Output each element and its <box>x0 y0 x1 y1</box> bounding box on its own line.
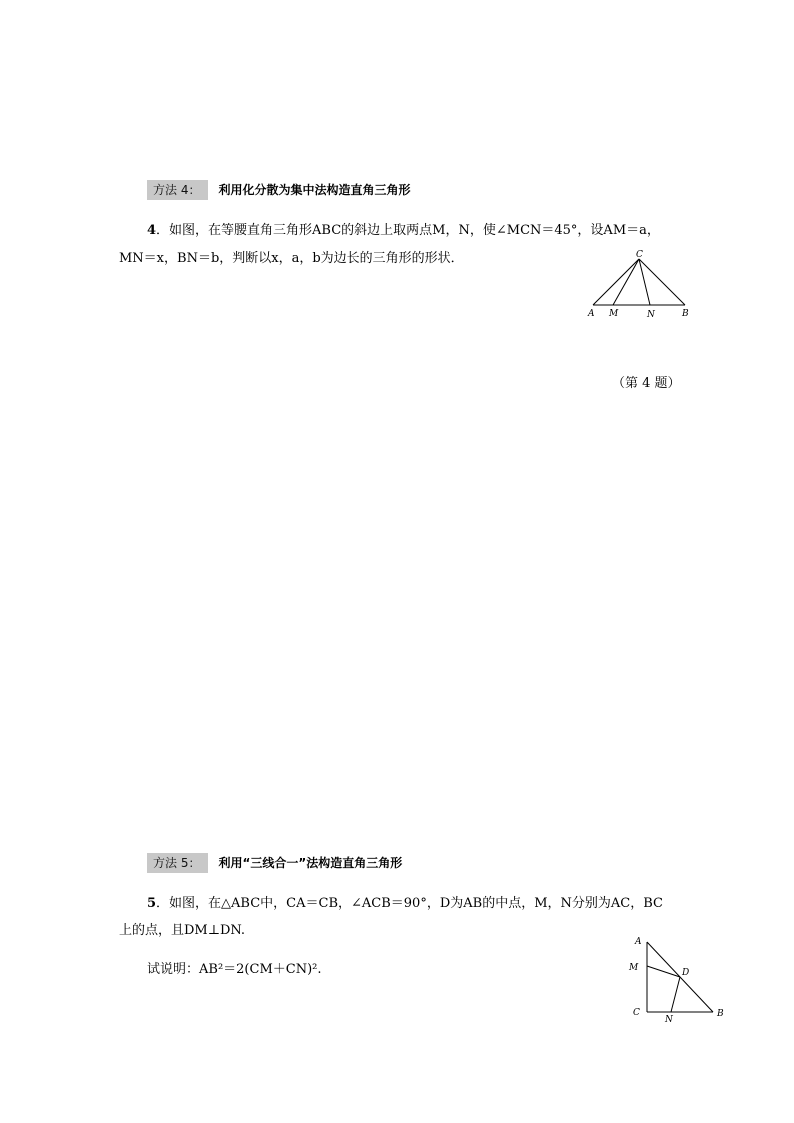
method-tag: 方法 5： <box>147 853 208 873</box>
problem-number: 4 <box>147 223 157 238</box>
label-a: A <box>635 937 642 947</box>
segment-ac <box>593 259 639 305</box>
label-b: B <box>682 309 689 319</box>
method-tag: 方法 4： <box>147 180 208 200</box>
figure-4-diagram <box>584 246 694 322</box>
problem-4-line-2: MN＝x，BN＝b，判断以x，a，b为边长的三角形的形状． <box>119 251 464 266</box>
problem-5-line-2: 上的点，且DM⊥DN. <box>119 923 246 938</box>
method-title: 利用“三线合一”法构造直角三角形 <box>218 856 403 870</box>
section-5-heading <box>147 853 402 873</box>
segment-bc <box>639 259 685 305</box>
problem-number: 5 <box>147 896 157 911</box>
figure-5-diagram <box>624 930 734 1026</box>
label-n: N <box>647 310 655 320</box>
segment-dn <box>671 977 680 1012</box>
label-b: B <box>717 1009 724 1019</box>
label-n: N <box>665 1015 673 1025</box>
section-4-heading <box>147 180 410 200</box>
label-m: M <box>629 963 639 973</box>
label-m: M <box>609 309 619 319</box>
problem-text: ．如图，在△ABC中，CA＝CB，∠ACB＝90°，D为AB的中点，M，N分别为AC，BC <box>156 896 663 911</box>
problem-4-line-1 <box>147 217 660 245</box>
segment-cm <box>613 259 639 305</box>
label-a: A <box>588 309 595 319</box>
problem-5-line-3: 试说明：AB²＝2(CM＋CN)². <box>147 962 322 977</box>
figure-4-caption: （第 4 题） <box>612 376 681 391</box>
method-title: 利用化分散为集中法构造直角三角形 <box>218 183 411 197</box>
problem-5-line-1 <box>147 890 663 918</box>
label-d: D <box>682 968 690 978</box>
label-c: C <box>636 250 643 260</box>
segment-cn <box>639 259 650 305</box>
label-c: C <box>633 1008 640 1018</box>
problem-text: ．如图，在等腰直角三角形ABC的斜边上取两点M，N，使∠MCN＝45°，设AM＝a， <box>156 223 660 238</box>
